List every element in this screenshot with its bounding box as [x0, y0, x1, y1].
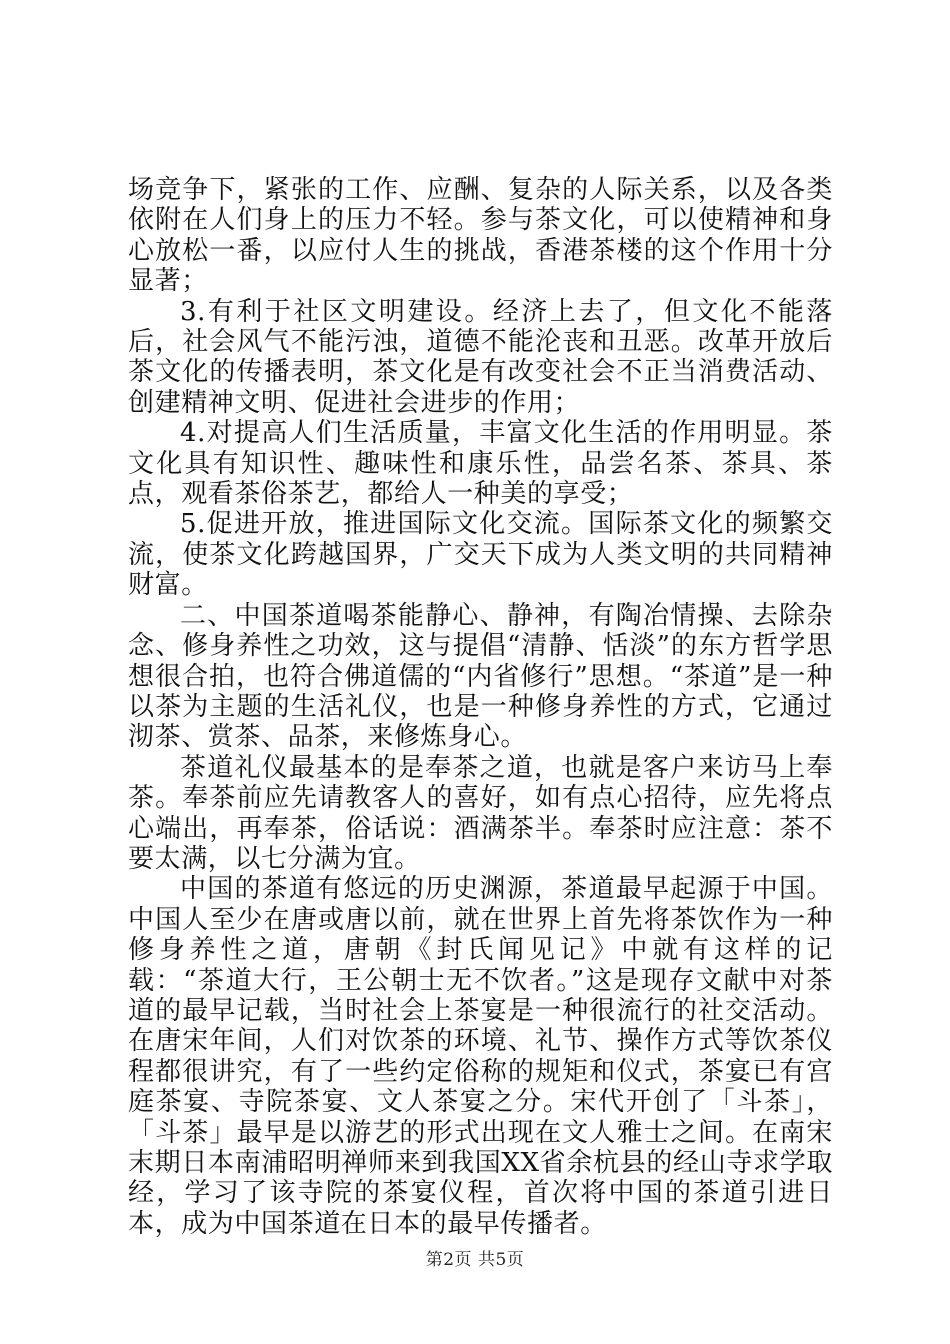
paragraph: 3.有利于社区文明建设。经济上去了，但文化不能落后，社会风气不能污浊，道德不能沦丧和丑恶。改革开放后茶文化的传播表明，茶文化是有改变社会不正当消费活动、创建精神文明、促进社会进步的作用； [128, 296, 833, 418]
paragraph: 5.促进开放，推进国际文化交流。国际茶文化的频繁交流，使茶文化跨越国界，广交天下成为人类文明的共同精神财富。 [128, 509, 833, 601]
paragraph: 场竞争下，紧张的工作、应酬、复杂的人际关系，以及各类依附在人们身上的压力不轻。参与茶文化，可以使精神和身心放松一番，以应付人生的挑战，香港茶楼的这个作用十分显著； [128, 175, 833, 297]
page-number-footer: 第2页 共5页 [425, 1250, 525, 1270]
document-body [128, 175, 833, 1239]
paragraph: 4.对提高人们生活质量，丰富文化生活的作用明显。茶文化具有知识性、趣味性和康乐性，品尝名茶、茶具、茶点，观看茶俗茶艺，都给人一种美的享受； [128, 418, 833, 510]
paragraph: 二、中国茶道喝茶能静心、静神，有陶冶情操、去除杂念、修身养性之功效，这与提倡“清静、恬淡”的东方哲学思想很合拍，也符合佛道儒的“内省修行”思想。“茶道”是一种以茶为主题的生活礼仪，也是一种修身养性的方式，它通过沏茶、赏茶、品茶，来修炼身心。 [128, 600, 833, 753]
paragraph: 中国的茶道有悠远的历史渊源，茶道最早起源于中国。中国人至少在唐或唐以前，就在世界上首先将茶饮作为一种修身养性之道，唐朝《封氏闻见记》中就有这样的记载：“茶道大行，王公朝士无不饮者。”这是现存文献中对茶道的最早记载，当时社会上茶宴是一种很流行的社交活动。在唐宋年间，人们对饮茶的环境、礼节、操作方式等饮茶仪程都很讲究，有了一些约定俗称的规矩和仪式，茶宴已有宫庭茶宴、寺院茶宴、文人茶宴之分。宋代开创了「斗茶」，「斗茶」最早是以游艺的形式出现在文人雅士之间。在南宋末期日本南浦昭明禅师来到我国XX省余杭县的经山寺求学取经，学习了该寺院的茶宴仪程，首次将中国的茶道引进日本，成为中国茶道在日本的最早传播者。 [128, 874, 833, 1239]
paragraph: 茶道礼仪最基本的是奉茶之道，也就是客户来访马上奉茶。奉茶前应先请教客人的喜好，如有点心招待，应先将点心端出，再奉茶，俗话说：酒满茶半。奉茶时应注意：茶不要太满，以七分满为宜。 [128, 752, 833, 874]
